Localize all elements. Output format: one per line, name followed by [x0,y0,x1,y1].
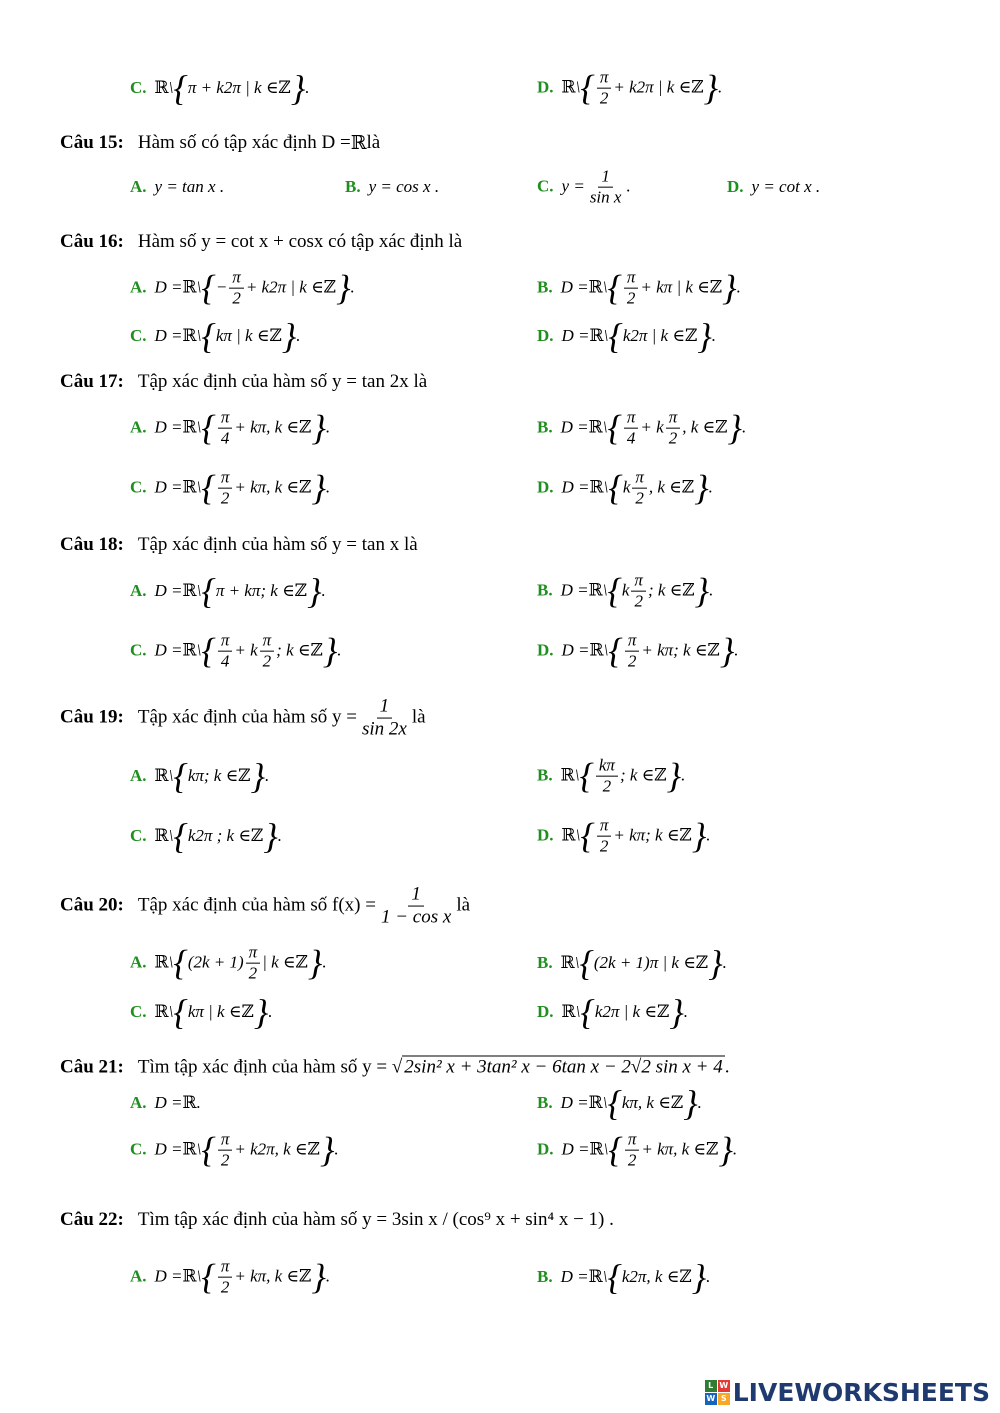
option-q15-d[interactable] [727,177,820,197]
question-number: Câu 18: [60,534,124,555]
option-text: D = ℝ \ { π 2 + kπ, k ∈ ℤ } . [154,1256,331,1297]
option-label: B. [537,766,553,785]
option-q15-c[interactable] [537,168,631,207]
question-stem: Tìm tập xác định của hàm số y = √ 2sin² x + 3tan² x − 6tan x − 2√2 sin x + 4 . [137,1056,730,1078]
option-text: ℝ \ { (2k + 1)π | k ∈ ℤ } . [560,943,727,983]
option-text: ℝ \ { kπ 2 ; k ∈ ℤ } . [560,755,686,796]
option-label: B. [537,581,553,600]
option-text: D = ℝ \ { k2π, k ∈ ℤ } . [560,1257,711,1297]
option-q16-c[interactable] [130,318,301,354]
logo-icon-cell: W [719,1381,729,1390]
option-text: D = ℝ \ { k2π | k ∈ ℤ } . [561,316,717,356]
option-q17-b[interactable] [537,409,746,448]
option-text: D = ℝ \ { kπ, k ∈ ℤ } . [560,1083,702,1123]
option-text: D = ℝ \ { π 4 + k π 2 , k ∈ ℤ } . [560,407,747,448]
option-q20-d[interactable] [537,994,688,1030]
question-stem: Tập xác định của hàm số y = tan 2x là [137,371,428,392]
option-q22-a[interactable] [130,1258,330,1297]
question-q16 [60,231,462,253]
option-label: D. [537,826,554,845]
option-q14tail-d[interactable] [537,69,722,108]
logo-text: LIVEWORKSHEETS [732,1378,990,1407]
option-text: D = ℝ \ { π 4 + k π 2 ; k ∈ ℤ } . [154,630,342,671]
option-q19-b[interactable] [537,757,685,796]
question-q18 [60,534,418,556]
question-number: Câu 16: [60,231,124,252]
question-stem: Tập xác định của hàm số f(x) = 1 1 − cos x là [137,883,471,928]
option-q19-a[interactable] [130,758,269,794]
option-text: D = ℝ . [154,1093,201,1113]
option-q18-c[interactable] [130,632,342,671]
option-text: D = ℝ \ { π 2 + k2π, k ∈ ℤ } . [154,1129,339,1170]
option-q17-c[interactable] [130,469,330,508]
option-q20-b[interactable] [537,945,727,981]
question-q20 [60,885,470,928]
option-q16-a[interactable] [130,269,355,308]
option-text: y = cot x . [751,177,821,196]
option-label: C. [130,478,147,497]
option-text: ℝ \ { k2π ; k ∈ ℤ } . [154,816,282,856]
logo-icon-cell: L [705,1380,717,1392]
option-text: D = ℝ \ { π 2 + kπ, k ∈ ℤ } . [561,1129,738,1170]
option-q21-d[interactable] [537,1131,737,1170]
question-q19 [60,697,426,740]
option-text: ℝ \ { kπ; k ∈ ℤ } . [154,756,270,796]
option-text: D = ℝ \ { π 2 + kπ; k ∈ ℤ } . [561,630,739,671]
question-stem: Tìm tập xác định của hàm số y = 3sin x / (cos⁹ x + sin⁴ x − 1) . [137,1209,614,1230]
option-q21-b[interactable] [537,1085,702,1121]
option-q18-d[interactable] [537,632,739,671]
option-text: y = 1 sin x . [561,166,631,207]
option-q20-c[interactable] [130,994,273,1030]
question-stem: Hàm số y = cot x + cosx có tập xác định là [137,231,463,252]
option-label: C. [537,177,554,196]
option-label: B. [537,278,553,297]
option-label: C. [130,641,147,660]
option-label: C. [130,826,147,845]
question-number: Câu 15: [60,132,124,153]
option-text: D = ℝ \ { π + kπ; k ∈ ℤ } . [154,571,326,611]
option-label: D. [537,78,554,97]
option-label: D. [537,478,554,497]
option-text: D = ℝ \ { π 2 + kπ | k ∈ ℤ } . [560,267,741,308]
question-stem: Hàm số có tập xác định D = ℝ là [137,132,381,154]
option-label: A. [130,1267,147,1286]
option-q19-c[interactable] [130,818,282,854]
option-label: A. [130,177,147,196]
option-label: B. [537,418,553,437]
option-label: A. [130,766,147,785]
option-text: ℝ \ { π 2 + k2π | k ∈ ℤ } . [561,67,723,108]
question-q17 [60,371,427,393]
option-q14tail-c[interactable] [130,70,310,106]
option-text: ℝ \ { kπ | k ∈ ℤ } . [154,992,273,1032]
option-q16-b[interactable] [537,269,741,308]
option-q19-d[interactable] [537,817,711,856]
question-number: Câu 20: [60,895,124,916]
option-q21-a[interactable] [130,1093,201,1113]
option-q21-c[interactable] [130,1131,339,1170]
option-label: C. [130,326,147,345]
option-q18-b[interactable] [537,572,713,611]
option-text: D = ℝ \ { π 4 + kπ, k ∈ ℤ } . [154,407,331,448]
option-q22-b[interactable] [537,1259,710,1295]
option-label: A. [130,581,147,600]
option-q16-d[interactable] [537,318,716,354]
option-label: A. [130,418,147,437]
option-label: B. [345,177,361,196]
option-text: D = ℝ \ { k π 2 , k ∈ ℤ } . [561,467,713,508]
logo-icon-cell: W [706,1394,716,1403]
question-stem: Tập xác định của hàm số y = 1 sin 2x là [137,695,426,740]
option-text: ℝ \ { π 2 + kπ; k ∈ ℤ } . [561,815,711,856]
option-text: D = ℝ \ { π 2 + kπ, k ∈ ℤ } . [154,467,331,508]
option-label: B. [537,1267,553,1286]
logo-icon-cell: S [718,1393,730,1405]
option-label: A. [130,953,147,972]
question-q15 [60,132,380,154]
option-label: D. [537,1002,554,1021]
option-label: A. [130,278,147,297]
option-text: D = ℝ \ { kπ | k ∈ ℤ } . [154,316,301,356]
option-label: D. [537,641,554,660]
liveworksheets-logo [705,1378,990,1407]
question-number: Câu 21: [60,1056,124,1077]
question-q22 [60,1209,614,1231]
option-text: ℝ \ { (2k + 1) π 2 | k ∈ ℤ } . [154,942,327,983]
option-text: ℝ \ { π + k2π | k ∈ ℤ } . [154,68,310,108]
option-q20-a[interactable] [130,944,327,983]
question-q21 [60,1056,730,1079]
question-stem: Tập xác định của hàm số y = tan x là [137,534,418,555]
option-text: y = cos x . [368,177,440,196]
option-text: D = ℝ \ { − π 2 + k2π | k ∈ ℤ } . [154,267,355,308]
question-number: Câu 22: [60,1209,124,1230]
option-q17-d[interactable] [537,469,713,508]
option-label: D. [537,326,554,345]
option-label: B. [537,1093,553,1112]
option-label: C. [130,1140,147,1159]
option-q18-a[interactable] [130,573,326,609]
option-label: C. [130,78,147,97]
option-label: C. [130,1002,147,1021]
option-q15-a[interactable] [130,177,224,197]
question-number: Câu 19: [60,707,124,728]
option-text: y = tan x . [154,177,225,196]
option-label: D. [727,177,744,196]
option-label: A. [130,1093,147,1112]
option-q15-b[interactable] [345,177,439,197]
option-label: B. [537,953,553,972]
option-text: D = ℝ \ { k π 2 ; k ∈ ℤ } . [560,570,714,611]
option-q17-a[interactable] [130,409,330,448]
logo-icon [705,1380,730,1405]
question-number: Câu 17: [60,371,124,392]
option-label: D. [537,1140,554,1159]
option-text: ℝ \ { k2π | k ∈ ℤ } . [561,992,689,1032]
